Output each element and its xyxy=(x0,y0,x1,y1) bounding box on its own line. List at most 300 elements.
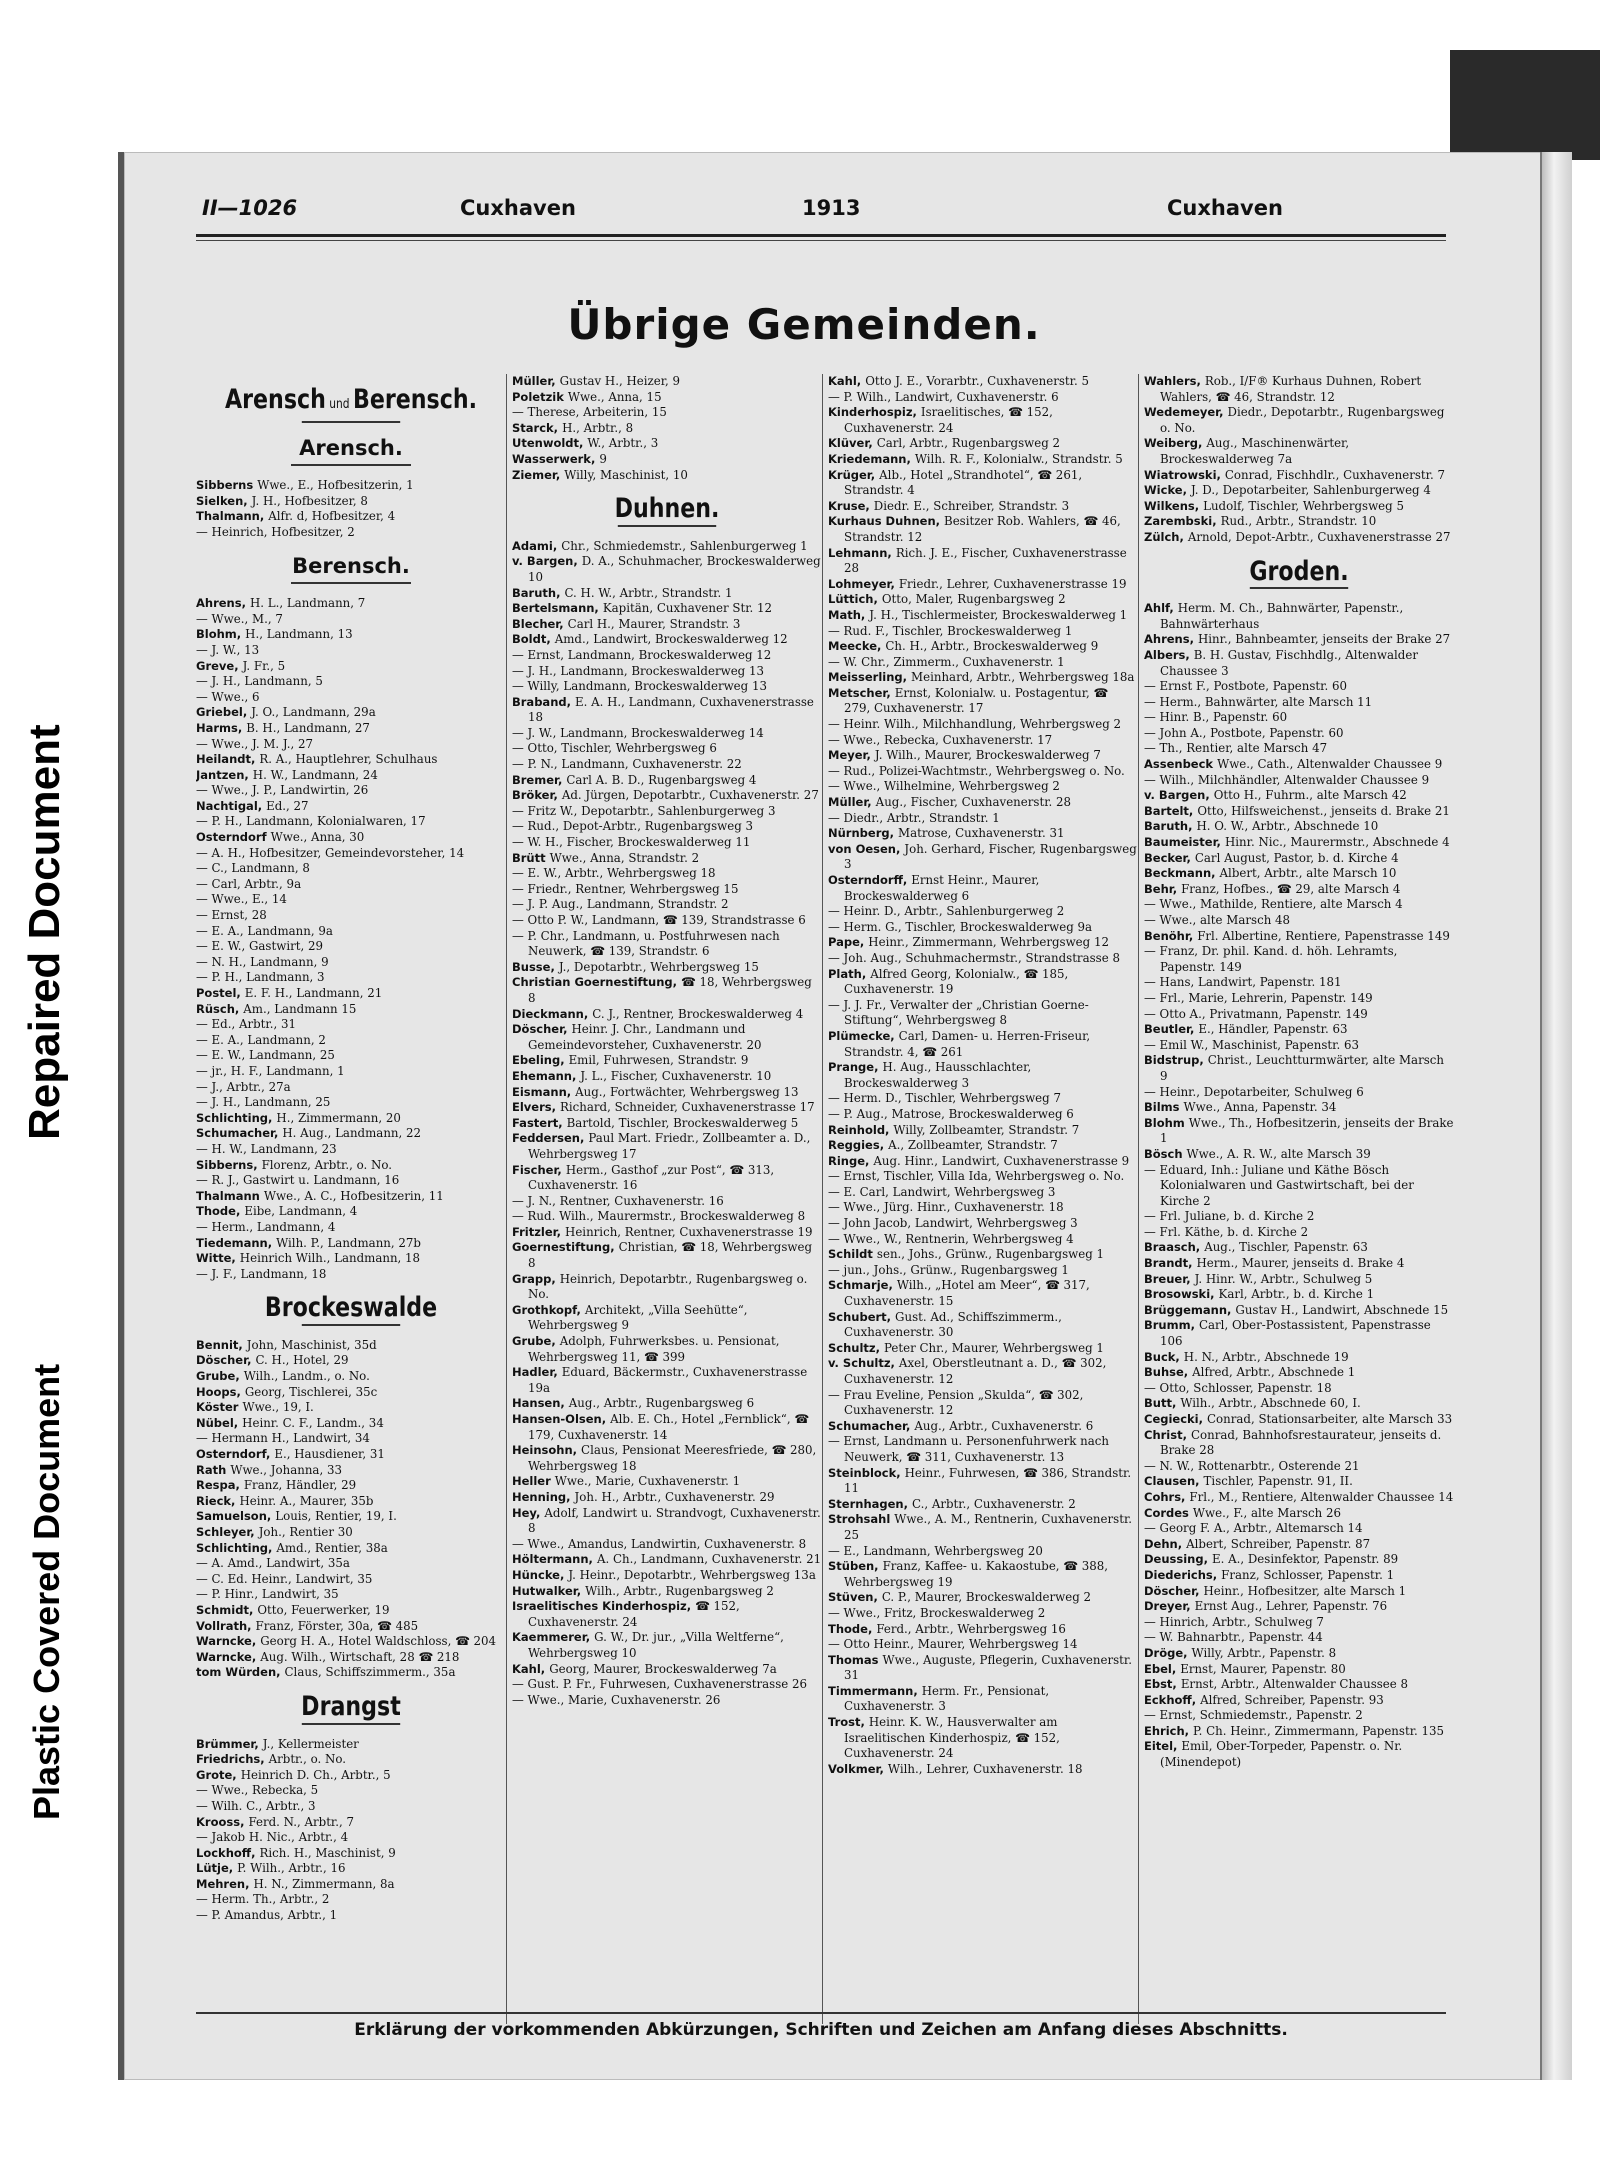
entry-surname: Plümecke, xyxy=(828,1028,899,1043)
directory-entry xyxy=(512,1662,822,1678)
document-page xyxy=(118,152,1546,2080)
entry-surname: Schlichting, xyxy=(196,1110,277,1125)
entry-details: Bartold, Tischler, Brockeswalderweg 5 xyxy=(566,1115,799,1130)
directory-entry xyxy=(1144,1693,1454,1709)
directory-entry xyxy=(828,1388,1138,1419)
directory-entry xyxy=(196,1650,506,1666)
entry-details: Gust. Ad., Schiffszimmerm., Cuxhavenerstr. 30 xyxy=(844,1309,1062,1340)
entry-details: — C., Landmann, 8 xyxy=(196,861,310,876)
directory-entry xyxy=(512,773,822,789)
entry-surname: Brütt xyxy=(512,850,550,865)
entry-details: — Frl. Juliane, b. d. Kirche 2 xyxy=(1144,1209,1315,1224)
entry-details: Ernst Aug., Lehrer, Papenstr. 76 xyxy=(1194,1599,1388,1614)
entry-details: — Franz, Dr. phil. Kand. d. höh. Lehramts, Papenstr. 149 xyxy=(1144,944,1398,974)
entry-surname: Witte, xyxy=(196,1251,240,1266)
directory-entry xyxy=(828,608,1138,624)
entry-details: Heinr., Hofbesitzer, alte Marsch 1 xyxy=(1203,1583,1407,1598)
directory-entry xyxy=(1144,1053,1454,1084)
directory-entry xyxy=(196,1478,506,1494)
directory-entry xyxy=(512,1599,822,1630)
entry-surname: Wiatrowski, xyxy=(1144,467,1225,482)
entry-surname: Sibberns, xyxy=(196,1157,262,1172)
directory-entry xyxy=(1144,1100,1454,1116)
directory-entry xyxy=(1144,648,1454,679)
entry-details: — Hans, Landwirt, Papenstr. 181 xyxy=(1144,975,1342,990)
entry-details: — Wwe., alte Marsch 48 xyxy=(1144,913,1291,927)
entry-details: — John Jacob, Landwirt, Wehrbergsweg 3 xyxy=(828,1216,1078,1231)
entry-details: E. A., Desinfektor, Papenstr. 89 xyxy=(1211,1552,1399,1567)
entry-surname: Krooss, xyxy=(196,1814,249,1829)
entry-surname: Stüben, xyxy=(828,1559,883,1574)
entry-surname: Trost, xyxy=(828,1715,869,1730)
directory-entry xyxy=(512,1116,822,1132)
directory-entry xyxy=(828,1512,1138,1543)
entry-surname: Dehn, xyxy=(1144,1536,1187,1551)
entry-details: — Th., Rentier, alte Marsch 47 xyxy=(1144,741,1328,756)
entry-details: A., Zollbeamter, Strandstr. 7 xyxy=(888,1138,1058,1153)
directory-entry xyxy=(512,1209,822,1225)
directory-entry xyxy=(196,1619,506,1635)
entry-details: Otto J. E., Vorarbtr., Cuxhavenerstr. 5 xyxy=(865,374,1090,388)
entry-details: C. H., Hotel, 29 xyxy=(255,1353,349,1368)
entry-surname: Bröker, xyxy=(512,788,562,803)
entry-surname: Hoops, xyxy=(196,1384,245,1399)
entry-details: Florenz, Arbtr., o. No. xyxy=(261,1157,392,1172)
entry-surname: Postel, xyxy=(196,986,245,1000)
column-divider xyxy=(1138,374,1139,2024)
entry-details: Alb., Hotel „Strandhotel“, ☎ 261, Strandstr. 4 xyxy=(844,467,1083,498)
directory-entry xyxy=(196,1447,506,1463)
directory-entry xyxy=(196,892,506,908)
directory-entry xyxy=(828,1497,1138,1513)
entry-details: D. A., Schuhmacher, Brockeswalderweg 10 xyxy=(528,554,821,584)
section-heading-conjunction: und xyxy=(325,397,353,412)
entry-details: — Heinr., Depotarbeiter, Schulweg 6 xyxy=(1144,1084,1364,1099)
entry-surname: Eckhoff, xyxy=(1144,1692,1201,1707)
column-2 xyxy=(512,374,822,2034)
entry-details: Karl, Arbtr., b. d. Kirche 1 xyxy=(1218,1287,1375,1302)
entry-details: — Herm. D., Tischler, Wehrbergsweg 7 xyxy=(828,1091,1061,1106)
directory-entry xyxy=(1144,1085,1454,1101)
entry-surname: Müller, xyxy=(828,795,876,810)
directory-entry xyxy=(196,494,506,510)
entry-details: — Herm. G., Tischler, Brockeswalderweg 9a xyxy=(828,919,1093,934)
directory-entry xyxy=(828,499,1138,515)
directory-entry xyxy=(512,913,822,929)
entry-details: — E. A., Landmann, 9a xyxy=(196,923,333,938)
entry-surname: Pape, xyxy=(828,935,869,950)
entry-details: Carl A. B. D., Rugenbargsweg 4 xyxy=(566,772,757,787)
directory-entry xyxy=(512,648,822,664)
directory-entry xyxy=(512,1272,822,1303)
directory-entry xyxy=(512,539,822,555)
entry-details: Georg H. A., Hotel Waldschloss, ☎ 204 xyxy=(260,1634,497,1649)
entry-details: Heinrich D. Ch., Arbtr., 5 xyxy=(240,1767,391,1782)
entry-surname: Albers, xyxy=(1144,647,1194,662)
entry-details: — Ernst, Tischler, Villa Ida, Wehrbergsweg o. No. xyxy=(828,1169,1125,1184)
entry-details: sen., Johs., Grünw., Rugenbargsweg 1 xyxy=(876,1247,1105,1262)
entry-surname: Baruth, xyxy=(512,585,565,600)
entry-surname: Benöhr, xyxy=(1144,928,1198,943)
entry-details: Otto H., Fuhrm., alte Marsch 42 xyxy=(1213,788,1407,803)
directory-entry xyxy=(828,764,1138,780)
entry-surname: Samuelson, xyxy=(196,1509,276,1524)
directory-entry xyxy=(512,851,822,867)
directory-entry xyxy=(1144,1007,1454,1023)
directory-entry xyxy=(828,826,1138,842)
directory-entry xyxy=(196,1737,506,1753)
directory-entry xyxy=(828,1559,1138,1590)
directory-entry xyxy=(828,1200,1138,1216)
directory-entry xyxy=(1144,1240,1454,1256)
entry-details: Wilh., Lehrer, Cuxhavenerstr. 18 xyxy=(887,1761,1083,1776)
entry-details: Louis, Rentier, 19, I. xyxy=(275,1509,397,1524)
entry-surname: Starck, xyxy=(512,420,563,435)
entry-details: Eduard, Bäckermstr., Cuxhavenerstrasse 19a xyxy=(528,1365,808,1395)
entry-surname: Schultz, xyxy=(828,1340,884,1355)
directory-entry xyxy=(196,955,506,971)
directory-entry xyxy=(1144,468,1454,484)
entry-details: — Ernst, 28 xyxy=(196,908,267,923)
directory-entry xyxy=(512,1693,822,1709)
entry-details: Georg, Tischlerei, 35c xyxy=(244,1384,378,1399)
entry-surname: Diederichs, xyxy=(1144,1567,1222,1582)
section-heading-text: Drangst xyxy=(301,1690,401,1722)
directory-entry xyxy=(828,1247,1138,1263)
entry-surname: Wicke, xyxy=(1144,483,1191,498)
directory-entry xyxy=(196,1189,506,1205)
entry-details: — Diedr., Arbtr., Strandstr. 1 xyxy=(828,810,1000,825)
directory-entry xyxy=(196,1525,506,1541)
directory-entry xyxy=(1144,1724,1454,1740)
directory-entry xyxy=(196,1877,506,1893)
entry-details: — Ed., Arbtr., 31 xyxy=(196,1017,297,1032)
entry-details: Frl., M., Rentiere, Altenwalder Chaussee 14 xyxy=(1189,1489,1454,1504)
entry-surname: Buhse, xyxy=(1144,1365,1193,1380)
entry-surname: Meecke, xyxy=(828,639,886,654)
entry-details: — Wwe., Marie, Cuxhavenerstr. 26 xyxy=(512,1692,721,1707)
entry-surname: Dieckmann, xyxy=(512,1006,593,1021)
entry-details: Richard, Schneider, Cuxhavenerstrasse 17 xyxy=(559,1100,815,1115)
entry-surname: Hansen-Olsen, xyxy=(512,1412,611,1426)
header-year: 1913 xyxy=(802,196,861,220)
entry-surname: Fastert, xyxy=(512,1115,567,1130)
entry-details: E. F. H., Landmann, 21 xyxy=(244,986,383,1000)
directory-entry xyxy=(196,1017,506,1033)
directory-entry xyxy=(1144,1490,1454,1506)
entry-details: Georg, Maurer, Brockeswalderweg 7a xyxy=(549,1661,777,1676)
directory-entry xyxy=(1144,1365,1454,1381)
repaired-document-label: Repaired Document xyxy=(20,724,69,1140)
directory-entry xyxy=(828,951,1138,967)
directory-entry xyxy=(196,1220,506,1236)
entry-details: Alfr. d, Hofbesitzer, 4 xyxy=(268,509,396,524)
entry-details: Claus, Pensionat Meeresfriede, ☎ 280, Wehrbergsweg 18 xyxy=(528,1443,817,1473)
entry-surname: Jantzen, xyxy=(196,767,253,782)
entry-details: — Wilh. C., Arbtr., 3 xyxy=(196,1798,316,1813)
entry-details: — P. Wilh., Landwirt, Cuxhavenerstr. 6 xyxy=(828,389,1059,404)
entry-surname: Utenwoldt, xyxy=(512,436,588,451)
entry-surname: Ebel, xyxy=(1144,1661,1181,1676)
entry-details: — J. J. Fr., Verwalter der „Christian Goerne-Stiftung“, Wehrbergsweg 8 xyxy=(828,997,1089,1028)
book-gutter xyxy=(1540,152,1572,2080)
directory-entry xyxy=(512,835,822,851)
directory-entry xyxy=(512,405,822,421)
entry-surname: Volkmer, xyxy=(828,1761,888,1776)
directory-entry xyxy=(1144,1272,1454,1288)
directory-entry xyxy=(196,814,506,830)
directory-entry xyxy=(196,939,506,955)
directory-entry xyxy=(512,374,822,390)
directory-entry xyxy=(1144,882,1454,898)
column-1 xyxy=(196,374,506,2034)
directory-entry xyxy=(512,1194,822,1210)
entry-details: E., Händler, Papenstr. 63 xyxy=(1198,1022,1348,1037)
entry-details: Willy, Arbtr., Papenstr. 8 xyxy=(1191,1645,1337,1660)
entry-details: — Otto, Tischler, Wehrbergsweg 6 xyxy=(512,741,717,756)
directory-entry xyxy=(196,1431,506,1447)
directory-entry xyxy=(1144,819,1454,835)
entry-details: H. N., Zimmermann, 8a xyxy=(253,1876,395,1891)
directory-entry xyxy=(1144,1022,1454,1038)
entry-surname: Thode, xyxy=(828,1621,877,1636)
entry-details: — E. W., Gastwirt, 29 xyxy=(196,939,323,954)
directory-entry xyxy=(196,612,506,628)
entry-surname: Kruse, xyxy=(828,498,874,513)
entry-details: — Frl., Marie, Lehrerin, Papenstr. 149 xyxy=(1144,990,1373,1005)
directory-entry xyxy=(196,1095,506,1111)
entry-details: — J. P. Aug., Landmann, Strandstr. 2 xyxy=(512,897,729,912)
directory-entry xyxy=(196,1752,506,1768)
directory-entry xyxy=(1144,1739,1454,1770)
entry-details: — P. H., Landmann, 3 xyxy=(196,970,325,985)
entry-surname: Poletzik xyxy=(512,389,568,404)
directory-entry xyxy=(512,1365,822,1396)
entry-surname: Thalmann xyxy=(196,1188,264,1203)
entry-details: Christ., Leuchtturmwärter, alte Marsch 9 xyxy=(1160,1053,1444,1083)
entry-surname: Rieck, xyxy=(196,1493,240,1508)
entry-surname: Warncke, xyxy=(196,1649,261,1664)
directory-entry xyxy=(196,1385,506,1401)
entry-details: Wilh., Landm., o. No. xyxy=(243,1369,370,1384)
entry-details: — Therese, Arbeiterin, 15 xyxy=(512,405,667,420)
entry-details: — P. Aug., Matrose, Brockeswalderweg 6 xyxy=(828,1106,1074,1121)
entry-details: Franz, Hofbes., ☎ 29, alte Marsch 4 xyxy=(1181,881,1401,896)
entry-details: J. H., Hofbesitzer, 8 xyxy=(251,493,368,508)
entry-details: Aug. Wilh., Wirtschaft, 28 ☎ 218 xyxy=(260,1649,460,1664)
directory-entry xyxy=(196,1416,506,1432)
entry-details: J. O., Landmann, 29a xyxy=(251,705,376,720)
entry-surname: Stüven, xyxy=(828,1590,882,1605)
entry-surname: Osterndorff, xyxy=(828,873,912,887)
header-city-right: Cuxhaven xyxy=(1167,196,1283,220)
entry-details: Willy, Zollbeamter, Strandstr. 7 xyxy=(893,1122,1080,1137)
directory-entry xyxy=(828,1216,1138,1232)
directory-entry xyxy=(196,1768,506,1784)
entry-details: — Wwe., 6 xyxy=(196,689,260,704)
entry-details: Arbtr., o. No. xyxy=(268,1752,347,1767)
section-heading-text: Arensch xyxy=(224,384,326,415)
entry-surname: Metscher, xyxy=(828,685,895,700)
directory-entry xyxy=(512,788,822,804)
entry-surname: Weiberg, xyxy=(1144,436,1207,451)
entry-details: Matrose, Cuxhavenerstr. 31 xyxy=(897,826,1065,841)
entry-surname: Butt, xyxy=(1144,1396,1181,1411)
entry-details: Ernst, Arbtr., Altenwalder Chaussee 8 xyxy=(1180,1677,1409,1692)
directory-entry xyxy=(196,1463,506,1479)
entry-surname: Nübel, xyxy=(196,1415,243,1430)
directory-entry xyxy=(1144,1038,1454,1054)
directory-entry xyxy=(1144,1552,1454,1568)
entry-surname: Clausen, xyxy=(1144,1474,1204,1489)
entry-surname: Schlichting, xyxy=(196,1540,277,1555)
entry-details: — N. W., Rottenarbtr., Osterende 21 xyxy=(1144,1458,1360,1473)
side-label-strip xyxy=(0,0,105,2177)
entry-details: Carl, Ober-Postassistent, Papenstrasse 106 xyxy=(1160,1318,1431,1349)
directory-entry xyxy=(1144,679,1454,695)
entry-details: Peter Chr., Maurer, Wehrbergsweg 1 xyxy=(883,1340,1104,1355)
directory-entry xyxy=(512,1506,822,1537)
entry-surname: Schubert, xyxy=(828,1309,896,1324)
entry-surname: Steinblock, xyxy=(828,1465,905,1480)
directory-entry xyxy=(512,1303,822,1334)
entry-details: — J. W., 13 xyxy=(196,642,260,657)
entry-details: — Herm., Bahnwärter, alte Marsch 11 xyxy=(1144,694,1373,709)
directory-entry xyxy=(196,1556,506,1572)
entry-details: — Fritz W., Depotarbtr., Sahlenburgerweg 3 xyxy=(512,803,776,818)
directory-entry xyxy=(1144,1599,1454,1615)
directory-entry xyxy=(196,924,506,940)
entry-surname: Lehmann, xyxy=(828,545,896,560)
directory-entry xyxy=(828,1653,1138,1684)
directory-entry xyxy=(1144,929,1454,945)
entry-surname: Kahl, xyxy=(828,374,866,388)
directory-entry xyxy=(196,1236,506,1252)
entry-details: Amd., Rentier, 38a xyxy=(276,1540,388,1555)
entry-details: Gustav H., Heizer, 9 xyxy=(559,374,681,388)
directory-entry xyxy=(196,1908,506,1924)
entry-surname: Bartelt, xyxy=(1144,803,1198,818)
directory-entry xyxy=(196,1400,506,1416)
directory-entry xyxy=(196,1572,506,1588)
entry-details: Ludolf, Tischler, Wehrbergsweg 5 xyxy=(1203,498,1404,513)
directory-entry xyxy=(828,935,1138,951)
section-rule xyxy=(1250,587,1348,589)
entry-details: P. Ch. Heinr., Zimmermann, Papenstr. 135 xyxy=(1193,1723,1445,1738)
entry-details: — Otto, Schlosser, Papenstr. 18 xyxy=(1144,1380,1332,1395)
directory-entry xyxy=(512,1568,822,1584)
entry-details: H. W., Landmann, 24 xyxy=(252,767,378,782)
directory-entry xyxy=(1144,1256,1454,1272)
scan-dark-corner xyxy=(1450,50,1600,160)
directory-entry xyxy=(196,737,506,753)
entry-details: Christian, ☎ 18, Wehrbergsweg 8 xyxy=(528,1240,813,1271)
entry-surname: Griebel, xyxy=(196,705,252,720)
entry-surname: Bilms xyxy=(1144,1100,1184,1115)
entry-details: Carl, Arbtr., Rugenbargsweg 2 xyxy=(876,436,1061,451)
entry-details: Carl August, Pastor, b. d. Kirche 4 xyxy=(1194,850,1399,865)
directory-entry xyxy=(828,436,1138,452)
entry-surname: Osterndorf, xyxy=(196,1447,275,1462)
directory-entry xyxy=(828,592,1138,608)
entry-details: Franz, Förster, 30a, ☎ 485 xyxy=(255,1618,419,1633)
directory-entry xyxy=(512,757,822,773)
entry-details: — Rud. F., Tischler, Brockeswalderweg 1 xyxy=(828,623,1073,638)
directory-entry xyxy=(1144,757,1454,773)
entry-details: Emil, Ober-Torpeder, Papenstr. o. Nr. (Minendepot) xyxy=(1160,1739,1403,1770)
directory-entry xyxy=(196,1603,506,1619)
directory-entry xyxy=(1144,1287,1454,1303)
column-3 xyxy=(828,374,1138,2034)
directory-entry xyxy=(1144,1116,1454,1147)
directory-entry xyxy=(828,1341,1138,1357)
entry-details: Joh. H., Arbtr., Cuxhavenerstr. 29 xyxy=(574,1489,775,1504)
directory-entry xyxy=(828,374,1138,390)
entry-details: Heinr. J. Chr., Landmann und Gemeindevorsteher, Cuxhavenerstr. 20 xyxy=(528,1022,762,1052)
entry-details: Claus, Schiffszimmerm., 35a xyxy=(284,1665,456,1680)
page-footer: Erklärung der vorkommenden Abkürzungen, Schriften und Zeichen am Anfang dieses Abschnitts. xyxy=(354,2020,1288,2040)
directory-entry xyxy=(196,1846,506,1862)
directory-entry xyxy=(1144,944,1454,975)
entry-surname: Ahrens, xyxy=(196,596,250,611)
entry-surname: Fritzler, xyxy=(512,1224,566,1239)
directory-entry xyxy=(196,1251,506,1267)
entry-surname: Timmermann, xyxy=(828,1683,922,1698)
entry-details: Wilh., Arbtr., Rugenbargsweg 2 xyxy=(585,1583,774,1598)
entry-details: — J. H., Landmann, 25 xyxy=(196,1095,331,1110)
directory-entry xyxy=(512,741,822,757)
directory-entry xyxy=(1144,1521,1454,1537)
entry-details: Kapitän, Cuxhavener Str. 12 xyxy=(602,601,773,616)
entry-surname: Baruth, xyxy=(1144,819,1197,834)
directory-entry xyxy=(512,554,822,585)
directory-entry xyxy=(196,525,506,541)
entry-surname: Lüttich, xyxy=(828,592,882,607)
entry-details: — Wwe., Rebecka, 5 xyxy=(196,1783,319,1798)
directory-entry xyxy=(828,1169,1138,1185)
directory-entry xyxy=(196,1048,506,1064)
entry-details: Alfred, Schreiber, Papenstr. 93 xyxy=(1200,1692,1384,1707)
entry-details: R. A., Hauptlehrer, Schulhaus xyxy=(259,752,438,767)
entry-details: G. W., Dr. jur., „Villa Weltferne“, Wehrbergsweg 10 xyxy=(528,1630,784,1660)
directory-entry xyxy=(196,509,506,525)
directory-entry xyxy=(196,596,506,612)
entry-details: J. L., Fischer, Cuxhavenerstr. 10 xyxy=(580,1068,772,1083)
entry-surname: Brüggemann, xyxy=(1144,1302,1236,1317)
directory-entry xyxy=(196,1799,506,1815)
entry-details: — Wilh., Milchhändler, Altenwalder Chaussee 9 xyxy=(1144,772,1430,787)
entry-details: — Wwe., J. M. J., 27 xyxy=(196,736,313,751)
entry-details: Conrad, Stationsarbeiter, alte Marsch 33 xyxy=(1207,1412,1453,1426)
directory-entry xyxy=(512,679,822,695)
directory-entry xyxy=(1144,601,1454,632)
directory-entry xyxy=(828,468,1138,499)
entry-details: — Ernst, Schmiedemstr., Papenstr. 2 xyxy=(1144,1708,1363,1723)
entry-surname: Nürnberg, xyxy=(828,826,898,841)
entry-details: Herm. Fr., Pensionat, Cuxhavenerstr. 3 xyxy=(844,1683,1050,1714)
entry-surname: Zarembski, xyxy=(1144,514,1221,529)
directory-entry xyxy=(1144,804,1454,820)
directory-entry xyxy=(1144,499,1454,515)
entry-surname: Wilkens, xyxy=(1144,498,1204,513)
entry-details: Conrad, Fischhdlr., Cuxhavenerstr. 7 xyxy=(1224,467,1445,482)
entry-details: J. Hinr. W., Arbtr., Schulweg 5 xyxy=(1194,1271,1373,1286)
entry-surname: Cordes xyxy=(1144,1505,1193,1520)
entry-details: Besitzer Rob. Wahlers, ☎ 46, Strandstr. 12 xyxy=(844,514,1121,544)
directory-entry xyxy=(196,799,506,815)
directory-entry xyxy=(512,1163,822,1194)
entry-surname: Reinhold, xyxy=(828,1122,894,1137)
